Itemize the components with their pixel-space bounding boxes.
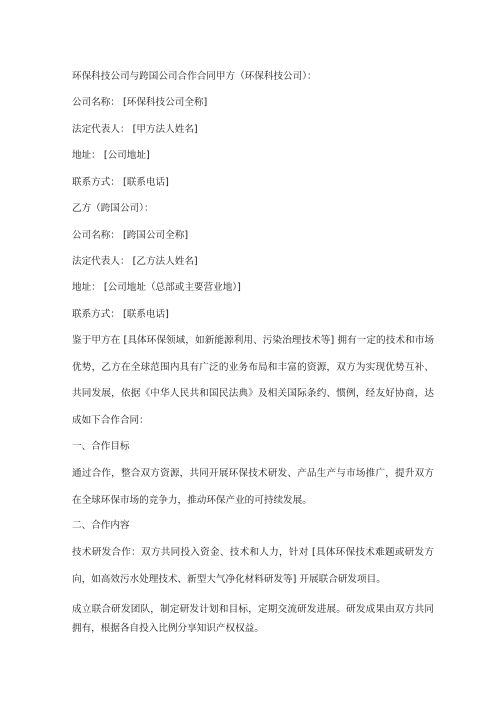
party-b-heading: 乙方（跨国公司）：	[72, 203, 154, 214]
party-b-contact: 联系方式： [联系电话]	[72, 309, 169, 320]
party-a-company-name: 公司名称： [环保科技公司全称]	[72, 97, 208, 108]
section-2-title: 二、合作内容	[72, 520, 130, 531]
party-a-legal-rep: 法定代表人： [甲方法人姓名]	[72, 124, 198, 135]
section-1-title: 一、合作目标	[72, 441, 130, 452]
party-a-address: 地址： [公司地址]	[72, 150, 150, 161]
section-1-text: 通过合作，整合双方资源，共同开展环保技术研发、产品生产与市场推广，提升双方在全球环保市场的竞争力，推动环保产业的可持续发展。	[72, 468, 434, 506]
party-b-legal-rep: 法定代表人： [乙方法人姓名]	[72, 256, 198, 267]
party-a-contact: 联系方式： [联系电话]	[72, 177, 169, 188]
section-2-text: 技术研发合作：双方共同投入资金、技术和人力，针对 [具体环保技术难题或研发方向，如高效污水处理技术、新型大气净化材料研发等] 开展联合研发项目。	[72, 547, 434, 585]
party-b-company-name: 公司名称： [跨国公司全称]	[72, 230, 189, 241]
party-b-address: 地址： [公司地址（总部或主要营业地）]	[72, 282, 241, 293]
section-2-text-2: 成立联合研发团队，制定研发计划和目标，定期交流研发进展。研发成果由双方共同拥有，根据各自投入比例分享知识产权权益。	[72, 604, 434, 634]
preamble-paragraph: 鉴于甲方在 [具体环保领域，如新能源利用、污染治理技术等] 拥有一定的技术和市场优势，乙方在全球范围内具有广泛的业务布局和丰富的资源，双方为实现优势互补、共同发展，依据《中华人民共和国民法典》及相关国际条约、惯例，经友好协商，达成如下合作合同：	[72, 335, 434, 426]
contract-title-line: 环保科技公司与跨国公司合作合同甲方（环保科技公司）：	[72, 71, 317, 82]
